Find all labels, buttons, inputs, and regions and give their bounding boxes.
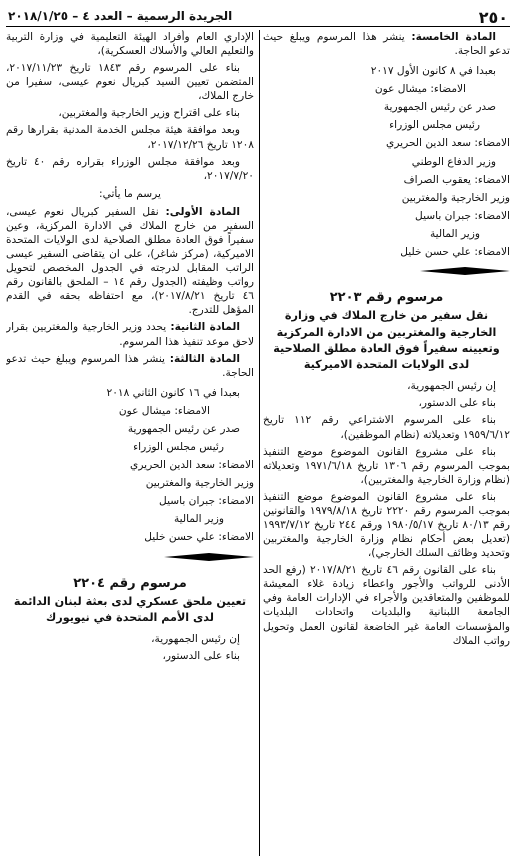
foreign-minister-title: وزير الخارجية والمغتربين — [145, 477, 254, 490]
article-text: ينشر هذا المرسوم ويبلغ حيث تدعو الحاجة. — [6, 352, 254, 379]
decree-title: مرسوم رقم ٢٢٠٤ — [73, 575, 187, 591]
finance-minister-title: وزير المالية — [173, 513, 224, 526]
signature-foreign: الامضاء: جبران باسيل — [159, 495, 254, 508]
date-line: بعبدا في ٨ كانون الأول ٢٠١٧ — [370, 65, 496, 78]
pm-title: رئيس مجلس الوزراء — [133, 441, 224, 454]
article-text: نقل السفير كبريال نعوم عيسى، السفير من خارج الملاك في الادارة المركزية، وعين سفيراً فوق العادة مطلق الصلاحية لدى الولايات المتحدة الاميركية، (مركز شاغر)، على ان يتقاضى السفير عيسى الراتب المقابل لدرجته في الجدول المخصص لتحويل رواتب وظيفته (الجدول رقم ١٤ – الملحق بالقانون رقم ٤٦ تاريخ ٢٠١٧/٨/٢١)، مع احتفاظه بحقه في القدم المؤهل للتدرج. — [6, 205, 254, 317]
preamble-president: إن رئيس الجمهورية، — [407, 380, 496, 393]
left-column — [6, 30, 254, 856]
preamble-paragraph: بناء على اقتراح وزير الخارجية والمغتربين، — [58, 107, 240, 120]
section-divider-ornament — [420, 265, 510, 277]
article-2 — [6, 320, 254, 348]
right-column — [263, 30, 510, 856]
article-5 — [263, 30, 510, 58]
issued-by: صدر عن رئيس الجمهورية — [127, 422, 240, 435]
date-line: بعبدا في ١٦ كانون الثاني ٢٠١٨ — [106, 386, 240, 399]
signature-pm: الامضاء: سعد الدين الحريري — [386, 137, 510, 150]
column-divider — [259, 30, 260, 856]
article-text: ينشر هذا المرسوم ويبلغ حيث تدعو الحاجة. — [263, 31, 510, 58]
signature-foreign: الامضاء: جبران باسيل — [415, 209, 510, 222]
preamble-paragraph: وبعد موافقة مجلس الوزراء بقراره رقم ٤٠ تاريخ ٢٠١٧/٧/٢٠، — [6, 155, 254, 182]
article-label: المادة الخامسة: — [411, 31, 496, 43]
preamble-paragraph: بناء على القانون رقم ٤٦ تاريخ ٢٠١٧/٨/٢١ (رفع الحد الأدنى للرواتب والأجور واعطاء زيادة غلاء المعيشة للموظفين والمتعاقدين والأجراء في الإدارات العامة وفي الجامعة اللبنانية والبلديات واتحادات البلديات والمؤسسات العامة غير الخاضعة لقانون العمل وتحويل رواتب الملاك — [263, 564, 510, 647]
signature-pm: الامضاء: سعد الدين الحريري — [130, 459, 254, 472]
preamble-paragraph: بناء على مشروع القانون الموضوع موضع التنفيذ بموجب المرسوم رقم ٢٢٢٠ تاريخ ١٩٧٩/٨/١٨ والقانونين رقم ٨٠/١٣ تاريخ ١٩٨٠/٥/١٧ ورقم ٢٤٤ تاريخ ١٩٩٣/٧/١٢ (تعديل بعض أحكام نظام وزارة الخارجية والمغتربين وتحديد وظائف السلك الخارجي)، — [263, 490, 510, 560]
decrees-heading: يرسم ما يأتي: — [99, 187, 161, 200]
article-label: المادة الثانية: — [170, 321, 240, 334]
signature-president: الامضاء: ميشال عون — [374, 83, 466, 96]
section-divider-ornament — [164, 551, 254, 563]
page-header — [6, 6, 510, 27]
preamble-president: إن رئيس الجمهورية، — [151, 633, 240, 646]
gazette-title: الجريدة الرسمية – العدد ٤ – ٢٠١٨/١/٢٥ — [8, 9, 233, 23]
decree-title: مرسوم رقم ٢٢٠٣ — [329, 290, 444, 306]
signature-finance: الامضاء: علي حسن خليل — [400, 245, 510, 258]
article-label: المادة الثالثة: — [169, 352, 240, 365]
article-text: يحدد وزير الخارجية والمغتربين بقرار لاحق موعد تنفيذ هذا المرسوم. — [6, 321, 254, 348]
preamble-paragraph: بناء على المرسوم الاشتراعي رقم ١١٢ تاريخ ١٩٥٩/٦/١٢ وتعديلاته (نظام الموظفين)، — [263, 414, 510, 441]
preamble-paragraph: بناء على مشروع القانون الموضوع موضع التنفيذ بموجب المرسوم رقم ١٣٠٦ تاريخ ١٩٧١/٦/١٨ وتعديلاته (نظام وزارة الخارجية والمغتربين)، — [263, 445, 510, 486]
defense-minister-title: وزير الدفاع الوطني — [411, 155, 496, 168]
signature-president: الامضاء: ميشال عون — [118, 404, 210, 417]
issued-by: صدر عن رئيس الجمهورية — [383, 101, 496, 114]
article-label: المادة الأولى: — [165, 205, 241, 218]
columns — [6, 30, 510, 856]
decree-subject: نقل سفير من خارج الملاك في وزارة الخارجية والمغتربين من الادارة المركزية وتعيينه سفيراً فوق العادة مطلق الصلاحية لدى الولايات المتحدة الاميركية — [273, 309, 500, 372]
signature-finance: الامضاء: علي حسن خليل — [144, 531, 254, 544]
page-number: ٢٥٠ — [478, 8, 508, 27]
decree-subject: تعيين ملحق عسكري لدى بعثة لبنان الدائمة لدى الأمم المتحدة في نيويورك — [13, 594, 247, 625]
article-1 — [6, 205, 254, 318]
signature-defense: الامضاء: يعقوب الصراف — [403, 173, 510, 186]
preamble-constitution: بناء على الدستور، — [418, 397, 496, 410]
continued-paragraph: الإداري العام وأفراد الهيئة التعليمية في وزارة التربية والتعليم العالي والأسلاك العسكرية)، — [6, 31, 254, 58]
finance-minister-title: وزير المالية — [429, 227, 480, 240]
preamble-paragraph: وبعد موافقة هيئة مجلس الخدمة المدنية بقرارها رقم ١٢٠٨ تاريخ ٢٠١٧/١٢/٢٦، — [6, 124, 254, 151]
pm-title: رئيس مجلس الوزراء — [389, 119, 480, 132]
article-3 — [6, 352, 254, 380]
preamble-constitution: بناء على الدستور، — [162, 650, 240, 663]
preamble-paragraph: بناء على المرسوم رقم ١٨٤٣ تاريخ ٢٠١٧/١١/٢٣، المتضمن تعيين السيد كبريال نعوم عيسى، سفيرا من خارج الملاك، — [6, 62, 254, 103]
foreign-minister-title: وزير الخارجية والمغتربين — [401, 191, 510, 204]
